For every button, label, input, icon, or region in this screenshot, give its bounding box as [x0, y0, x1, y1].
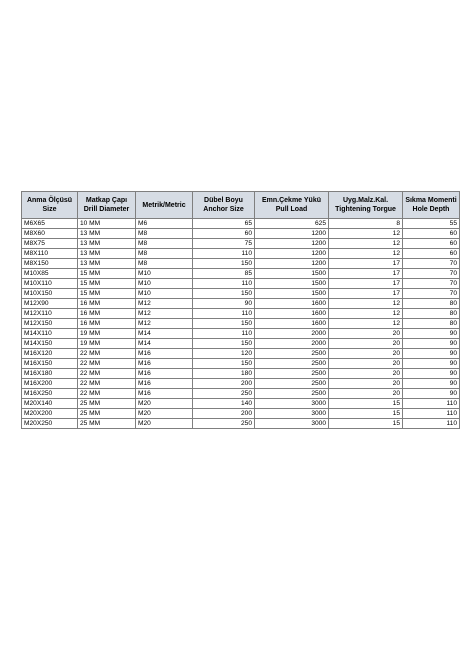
size-cell: M16X150 [22, 359, 78, 369]
torque-cell: 20 [329, 389, 403, 399]
pull-load-cell: 1200 [255, 259, 329, 269]
table-row [22, 229, 460, 239]
size-cell: M14X150 [22, 339, 78, 349]
metric-cell: M14 [136, 339, 193, 349]
size-cell: M20X250 [22, 419, 78, 429]
table-row [22, 219, 460, 229]
table-row [22, 369, 460, 379]
metric-cell: M8 [136, 249, 193, 259]
table-row [22, 239, 460, 249]
hole-depth-cell: 60 [403, 239, 460, 249]
size-cell: M10X110 [22, 279, 78, 289]
table-row [22, 329, 460, 339]
hole-depth-cell: 90 [403, 329, 460, 339]
metric-cell: M10 [136, 269, 193, 279]
torque-cell: 17 [329, 269, 403, 279]
torque-cell: 20 [329, 339, 403, 349]
anchor-size-cell: 85 [193, 269, 255, 279]
hole-depth-cell: 70 [403, 279, 460, 289]
size-cell: M12X150 [22, 319, 78, 329]
torque-cell: 12 [329, 239, 403, 249]
torque-cell: 20 [329, 359, 403, 369]
table-row [22, 289, 460, 299]
drill-diameter-cell: 22 MM [78, 369, 136, 379]
table-row [22, 359, 460, 369]
size-cell: M6X65 [22, 219, 78, 229]
anchor-size-cell: 110 [193, 249, 255, 259]
table-row [22, 259, 460, 269]
metric-cell: M16 [136, 389, 193, 399]
anchor-size-cell: 150 [193, 259, 255, 269]
drill-diameter-cell: 10 MM [78, 219, 136, 229]
torque-cell: 15 [329, 399, 403, 409]
drill-diameter-cell: 22 MM [78, 379, 136, 389]
torque-cell: 20 [329, 369, 403, 379]
metric-cell: M6 [136, 219, 193, 229]
torque-cell: 12 [329, 309, 403, 319]
pull-load-cell: 1200 [255, 249, 329, 259]
pull-load-cell: 2500 [255, 369, 329, 379]
drill-diameter-cell: 16 MM [78, 309, 136, 319]
metric-cell: M12 [136, 299, 193, 309]
anchor-size-cell: 90 [193, 299, 255, 309]
table-row [22, 339, 460, 349]
drill-diameter-cell: 19 MM [78, 329, 136, 339]
metric-cell: M20 [136, 409, 193, 419]
torque-cell: 8 [329, 219, 403, 229]
pull-load-cell: 2500 [255, 359, 329, 369]
hole-depth-cell: 90 [403, 359, 460, 369]
anchor-size-cell: 110 [193, 309, 255, 319]
drill-diameter-cell: 15 MM [78, 289, 136, 299]
pull-load-cell: 2500 [255, 349, 329, 359]
metric-cell: M16 [136, 379, 193, 389]
metric-cell: M20 [136, 399, 193, 409]
table-row [22, 279, 460, 289]
pull-load-cell: 1600 [255, 309, 329, 319]
table-row [22, 379, 460, 389]
hole-depth-cell: 70 [403, 259, 460, 269]
pull-load-cell: 1600 [255, 319, 329, 329]
drill-diameter-cell: 13 MM [78, 249, 136, 259]
table-row [22, 409, 460, 419]
table-row [22, 349, 460, 359]
table-row [22, 419, 460, 429]
anchor-size-cell: 150 [193, 289, 255, 299]
size-cell: M12X90 [22, 299, 78, 309]
anchor-size-cell: 65 [193, 219, 255, 229]
anchor-size-cell: 150 [193, 319, 255, 329]
anchor-size-cell: 110 [193, 329, 255, 339]
metric-cell: M16 [136, 369, 193, 379]
pull-load-cell: 2500 [255, 389, 329, 399]
drill-diameter-cell: 22 MM [78, 389, 136, 399]
hole-depth-cell: 90 [403, 389, 460, 399]
drill-diameter-cell: 13 MM [78, 229, 136, 239]
torque-cell: 17 [329, 279, 403, 289]
anchor-size-cell: 140 [193, 399, 255, 409]
size-cell: M16X250 [22, 389, 78, 399]
hole-depth-cell: 60 [403, 249, 460, 259]
size-cell: M12X110 [22, 309, 78, 319]
header-drill-diameter: Matkap Çapı Drill Diameter [78, 192, 136, 219]
pull-load-cell: 1500 [255, 269, 329, 279]
drill-diameter-cell: 19 MM [78, 339, 136, 349]
drill-diameter-cell: 16 MM [78, 319, 136, 329]
hole-depth-cell: 110 [403, 399, 460, 409]
anchor-size-cell: 200 [193, 379, 255, 389]
hole-depth-cell: 90 [403, 379, 460, 389]
size-cell: M10X85 [22, 269, 78, 279]
header-size: Anma Ölçüsü Size [22, 192, 78, 219]
torque-cell: 20 [329, 349, 403, 359]
metric-cell: M20 [136, 419, 193, 429]
drill-diameter-cell: 25 MM [78, 409, 136, 419]
anchor-size-cell: 250 [193, 389, 255, 399]
pull-load-cell: 2000 [255, 339, 329, 349]
size-cell: M16X180 [22, 369, 78, 379]
metric-cell: M10 [136, 279, 193, 289]
hole-depth-cell: 110 [403, 419, 460, 429]
anchor-size-cell: 110 [193, 279, 255, 289]
table-row [22, 269, 460, 279]
table-row [22, 319, 460, 329]
header-hole-depth: Sıkma Momenti Hole Depth [403, 192, 460, 219]
header-anchor-size: Dübel Boyu Anchor Size [193, 192, 255, 219]
hole-depth-cell: 60 [403, 229, 460, 239]
torque-cell: 12 [329, 299, 403, 309]
torque-cell: 20 [329, 379, 403, 389]
torque-cell: 20 [329, 329, 403, 339]
table-row [22, 249, 460, 259]
drill-diameter-cell: 15 MM [78, 269, 136, 279]
size-cell: M8X60 [22, 229, 78, 239]
metric-cell: M16 [136, 359, 193, 369]
metric-cell: M14 [136, 329, 193, 339]
anchor-size-cell: 120 [193, 349, 255, 359]
anchor-size-cell: 150 [193, 339, 255, 349]
size-cell: M8X150 [22, 259, 78, 269]
pull-load-cell: 3000 [255, 399, 329, 409]
drill-diameter-cell: 25 MM [78, 419, 136, 429]
spec-table-container [21, 191, 459, 429]
header-pull-load: Emn.Çekme Yükü Pull Load [255, 192, 329, 219]
anchor-size-cell: 150 [193, 359, 255, 369]
torque-cell: 17 [329, 259, 403, 269]
drill-diameter-cell: 22 MM [78, 359, 136, 369]
hole-depth-cell: 90 [403, 339, 460, 349]
anchor-size-cell: 75 [193, 239, 255, 249]
anchor-size-cell: 200 [193, 409, 255, 419]
hole-depth-cell: 80 [403, 309, 460, 319]
metric-cell: M8 [136, 259, 193, 269]
hole-depth-cell: 90 [403, 369, 460, 379]
drill-diameter-cell: 13 MM [78, 239, 136, 249]
drill-diameter-cell: 15 MM [78, 279, 136, 289]
anchor-size-cell: 250 [193, 419, 255, 429]
pull-load-cell: 1500 [255, 289, 329, 299]
table-body [22, 219, 460, 429]
hole-depth-cell: 55 [403, 219, 460, 229]
table-row [22, 389, 460, 399]
hole-depth-cell: 70 [403, 269, 460, 279]
anchor-size-cell: 60 [193, 229, 255, 239]
metric-cell: M16 [136, 349, 193, 359]
metric-cell: M12 [136, 309, 193, 319]
drill-diameter-cell: 25 MM [78, 399, 136, 409]
torque-cell: 12 [329, 319, 403, 329]
torque-cell: 15 [329, 409, 403, 419]
pull-load-cell: 1500 [255, 279, 329, 289]
table-header-row [22, 192, 460, 219]
size-cell: M8X75 [22, 239, 78, 249]
anchor-spec-table [21, 191, 460, 429]
pull-load-cell: 625 [255, 219, 329, 229]
pull-load-cell: 1600 [255, 299, 329, 309]
size-cell: M16X120 [22, 349, 78, 359]
hole-depth-cell: 80 [403, 299, 460, 309]
hole-depth-cell: 110 [403, 409, 460, 419]
table-row [22, 309, 460, 319]
table-row [22, 299, 460, 309]
size-cell: M10X150 [22, 289, 78, 299]
size-cell: M14X110 [22, 329, 78, 339]
metric-cell: M8 [136, 229, 193, 239]
size-cell: M20X200 [22, 409, 78, 419]
torque-cell: 12 [329, 249, 403, 259]
hole-depth-cell: 80 [403, 319, 460, 329]
header-tightening-torque: Uyg.Malz.Kal. Tightening Torgue [329, 192, 403, 219]
table-row [22, 399, 460, 409]
pull-load-cell: 3000 [255, 419, 329, 429]
header-metric: Metrik/Metric [136, 192, 193, 219]
pull-load-cell: 1200 [255, 239, 329, 249]
size-cell: M20X140 [22, 399, 78, 409]
torque-cell: 17 [329, 289, 403, 299]
torque-cell: 12 [329, 229, 403, 239]
pull-load-cell: 2500 [255, 379, 329, 389]
pull-load-cell: 2000 [255, 329, 329, 339]
torque-cell: 15 [329, 419, 403, 429]
size-cell: M8X110 [22, 249, 78, 259]
drill-diameter-cell: 13 MM [78, 259, 136, 269]
pull-load-cell: 1200 [255, 229, 329, 239]
hole-depth-cell: 90 [403, 349, 460, 359]
hole-depth-cell: 70 [403, 289, 460, 299]
size-cell: M16X200 [22, 379, 78, 389]
drill-diameter-cell: 16 MM [78, 299, 136, 309]
metric-cell: M10 [136, 289, 193, 299]
metric-cell: M8 [136, 239, 193, 249]
drill-diameter-cell: 22 MM [78, 349, 136, 359]
metric-cell: M12 [136, 319, 193, 329]
anchor-size-cell: 180 [193, 369, 255, 379]
pull-load-cell: 3000 [255, 409, 329, 419]
